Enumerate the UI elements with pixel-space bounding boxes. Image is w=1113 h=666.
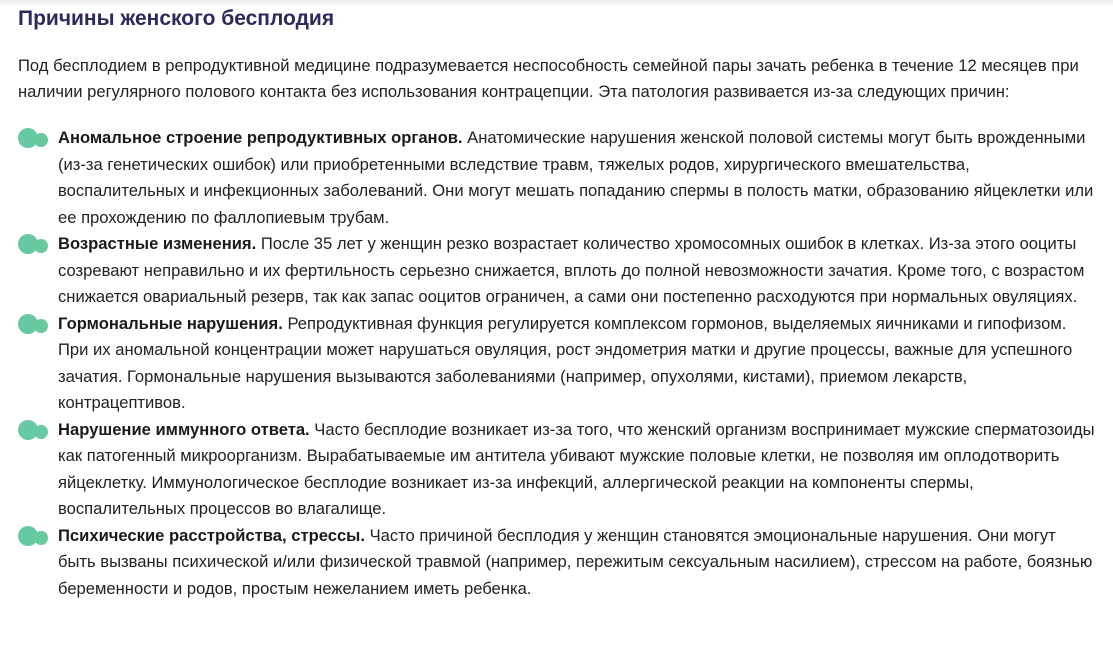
bullet-icon [18, 128, 50, 148]
reason-heading: Аномальное строение репродуктивных органов. [58, 128, 463, 147]
reason-heading: Нарушение иммунного ответа. [58, 419, 310, 439]
article [18, 0, 1098, 602]
reason-text: Часто бесплодие возникает из-за того, что женский организм воспринимает мужские сперматозоиды как патогенный микроорганизм. Вырабатываемые им антитела убивают мужские половые клетки, не позволяя им оплодотворить яйцеклетку. Иммунологическое бесплодие возникает из-за инфекций, аллергической реакции на компоненты спермы, воспалительных процессов во влагалище. [58, 419, 1095, 518]
reason-text: Часто причиной бесплодия у женщин становятся эмоциональные нарушения. Они могут быть вызваны психической и/или физической травмой (например, пережитым сексуальным насилием), стрессом на работе, боязнью беременности и родов, простым нежеланием иметь ребенка. [58, 525, 1093, 598]
list-item [18, 125, 1098, 231]
list-item [18, 311, 1098, 417]
bullet-icon [18, 420, 50, 440]
intro-paragraph: Под бесплодием в репродуктивной медицине подразумевается неспособность семейной пары зачать ребенка в течение 12 месяцев при наличии регулярного полового контакта без использования контрацепции. Эта патология развивается из-за следующих причин: [18, 56, 1079, 101]
reason-heading: Психические расстройства, стрессы. [58, 525, 365, 545]
article-title: Причины женского бесплодия [18, 7, 335, 30]
reason-heading: Возрастные изменения. [58, 234, 257, 253]
list-item [18, 523, 1098, 603]
bullet-icon [18, 314, 50, 334]
bullet-icon [18, 234, 50, 254]
reasons-list [18, 125, 1098, 602]
list-item [18, 231, 1098, 311]
reason-text: Репродуктивная функция регулируется комплексом гормонов, выделяемых яичниками и гипофизом. При их аномальной концентрации может нарушаться овуляция, рост эндометрия матки и другие процессы, важные для успешного зачатия. Гормональные нарушения вызываются заболеваниями (например, опухолями, кистами), приемом лекарств, контрацептивов. [58, 313, 1073, 412]
reason-text: После 35 лет у женщин резко возрастает количество хромосомных ошибок в клетках. Из-за этого ооциты созревают неправильно и их фертильность серьезно снижается, вплоть до полной невозможности зачатия. Кроме того, с возрастом снижается овариальный резерв, так как запас ооцитов ограничен, а сами они постепенно расходуются при нормальных овуляциях. [58, 234, 1085, 306]
bullet-icon [18, 526, 50, 546]
list-item [18, 417, 1098, 523]
reason-heading: Гормональные нарушения. [58, 313, 283, 333]
reason-text: Анатомические нарушения женской половой системы могут быть врожденными (из-за генетических ошибок) или приобретенными вследствие травм, тяжелых родов, хирургического вмешательства, воспалительных и инфекционных заболеваний. Они могут мешать попаданию спермы в полость матки, образованию яйцеклетки или ее прохождению по фаллопиевым трубам. [58, 128, 1094, 227]
